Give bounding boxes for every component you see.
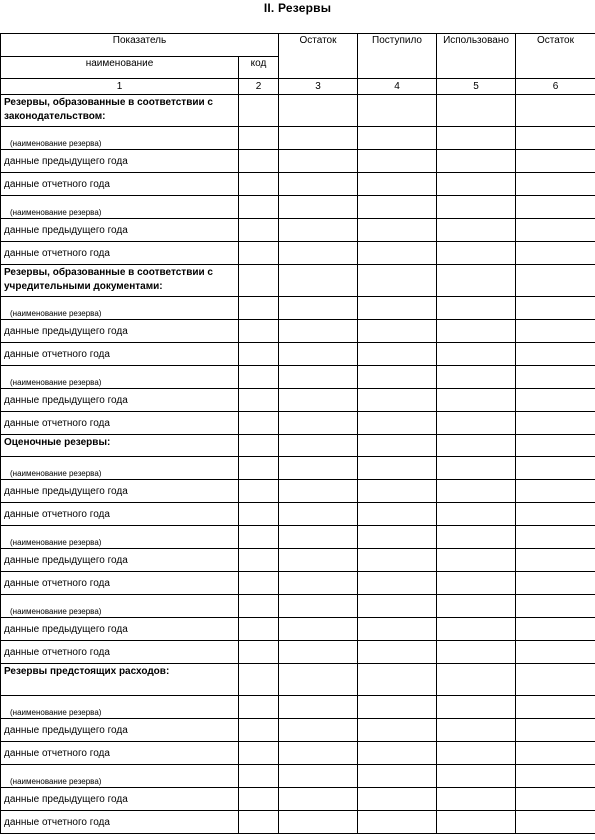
value-cell[interactable] bbox=[239, 412, 279, 435]
table-row bbox=[1, 742, 595, 765]
value-cell[interactable] bbox=[437, 320, 516, 343]
value-cell[interactable] bbox=[358, 242, 437, 265]
value-cell[interactable] bbox=[437, 435, 516, 457]
value-cell[interactable] bbox=[358, 765, 437, 788]
value-cell[interactable] bbox=[279, 95, 358, 127]
table-row bbox=[1, 480, 595, 503]
row-label: данные отчетного года bbox=[1, 173, 239, 196]
table-row bbox=[1, 595, 595, 618]
table-row bbox=[1, 366, 595, 389]
row-label: данные отчетного года bbox=[1, 811, 239, 834]
value-cell[interactable] bbox=[516, 412, 595, 435]
value-cell[interactable] bbox=[516, 572, 595, 595]
value-cell[interactable] bbox=[358, 457, 437, 480]
col-number: 2 bbox=[239, 79, 279, 95]
value-cell[interactable] bbox=[516, 173, 595, 196]
value-cell[interactable] bbox=[437, 127, 516, 150]
value-cell[interactable] bbox=[279, 366, 358, 389]
table-row bbox=[1, 343, 595, 366]
value-cell[interactable] bbox=[279, 480, 358, 503]
table-row bbox=[1, 572, 595, 595]
reserve-name-placeholder: (наименование резерва) bbox=[1, 526, 239, 549]
value-cell[interactable] bbox=[279, 696, 358, 719]
table-row bbox=[1, 265, 595, 297]
value-cell[interactable] bbox=[516, 765, 595, 788]
value-cell[interactable] bbox=[279, 265, 358, 297]
col-number: 3 bbox=[279, 79, 358, 95]
value-cell[interactable] bbox=[437, 457, 516, 480]
value-cell[interactable] bbox=[437, 480, 516, 503]
value-cell[interactable] bbox=[358, 572, 437, 595]
reserve-name-placeholder: (наименование резерва) bbox=[1, 696, 239, 719]
value-cell[interactable] bbox=[358, 595, 437, 618]
value-cell[interactable] bbox=[279, 242, 358, 265]
value-cell[interactable] bbox=[516, 297, 595, 320]
value-cell[interactable] bbox=[516, 618, 595, 641]
value-cell[interactable] bbox=[358, 618, 437, 641]
value-cell[interactable] bbox=[437, 503, 516, 526]
value-cell[interactable] bbox=[358, 641, 437, 664]
value-cell[interactable] bbox=[279, 664, 358, 696]
section-title: Оценочные резервы: bbox=[1, 435, 239, 457]
table-row bbox=[1, 549, 595, 572]
value-cell[interactable] bbox=[358, 219, 437, 242]
value-cell[interactable] bbox=[358, 526, 437, 549]
table-row bbox=[1, 811, 595, 834]
value-cell[interactable] bbox=[239, 150, 279, 173]
reserve-name-placeholder: (наименование резерва) bbox=[1, 127, 239, 150]
value-cell[interactable] bbox=[239, 664, 279, 696]
value-cell[interactable] bbox=[516, 219, 595, 242]
value-cell[interactable] bbox=[358, 150, 437, 173]
value-cell[interactable] bbox=[279, 297, 358, 320]
table-row bbox=[1, 719, 595, 742]
row-label: данные отчетного года bbox=[1, 412, 239, 435]
reserve-name-placeholder: (наименование резерва) bbox=[1, 366, 239, 389]
value-cell[interactable] bbox=[516, 526, 595, 549]
value-cell[interactable] bbox=[239, 366, 279, 389]
table-row bbox=[1, 618, 595, 641]
value-cell[interactable] bbox=[358, 788, 437, 811]
row-label: данные предыдущего года bbox=[1, 150, 239, 173]
col-number: 1 bbox=[1, 79, 239, 95]
value-cell[interactable] bbox=[239, 696, 279, 719]
header-code: код bbox=[239, 57, 279, 79]
value-cell[interactable] bbox=[239, 480, 279, 503]
row-label: данные отчетного года bbox=[1, 343, 239, 366]
value-cell[interactable] bbox=[279, 526, 358, 549]
value-cell[interactable] bbox=[437, 765, 516, 788]
table-row bbox=[1, 435, 595, 457]
value-cell[interactable] bbox=[437, 788, 516, 811]
value-cell[interactable] bbox=[239, 265, 279, 297]
row-label: данные отчетного года bbox=[1, 503, 239, 526]
table-row bbox=[1, 664, 595, 696]
value-cell[interactable] bbox=[239, 742, 279, 765]
value-cell[interactable] bbox=[239, 435, 279, 457]
value-cell[interactable] bbox=[516, 457, 595, 480]
value-cell[interactable] bbox=[279, 435, 358, 457]
value-cell[interactable] bbox=[516, 811, 595, 834]
value-cell[interactable] bbox=[279, 457, 358, 480]
value-cell[interactable] bbox=[239, 503, 279, 526]
value-cell[interactable] bbox=[516, 719, 595, 742]
table-row bbox=[1, 242, 595, 265]
col-number: 6 bbox=[516, 79, 595, 95]
value-cell[interactable] bbox=[279, 765, 358, 788]
value-cell[interactable] bbox=[239, 389, 279, 412]
value-cell[interactable] bbox=[516, 320, 595, 343]
value-cell[interactable] bbox=[516, 696, 595, 719]
value-cell[interactable] bbox=[437, 343, 516, 366]
header-col5: Использовано bbox=[437, 34, 516, 79]
value-cell[interactable] bbox=[358, 343, 437, 366]
value-cell[interactable] bbox=[239, 811, 279, 834]
col-number: 4 bbox=[358, 79, 437, 95]
table-row bbox=[1, 297, 595, 320]
value-cell[interactable] bbox=[516, 742, 595, 765]
header-col4: Поступило bbox=[358, 34, 437, 79]
value-cell[interactable] bbox=[516, 150, 595, 173]
value-cell[interactable] bbox=[239, 572, 279, 595]
value-cell[interactable] bbox=[437, 265, 516, 297]
header-col3: Остаток bbox=[279, 34, 358, 79]
value-cell[interactable] bbox=[239, 457, 279, 480]
row-label: данные предыдущего года bbox=[1, 788, 239, 811]
value-cell[interactable] bbox=[437, 719, 516, 742]
value-cell[interactable] bbox=[279, 150, 358, 173]
value-cell[interactable] bbox=[516, 435, 595, 457]
table-row bbox=[1, 127, 595, 150]
value-cell[interactable] bbox=[239, 719, 279, 742]
value-cell[interactable] bbox=[239, 788, 279, 811]
row-label: данные предыдущего года bbox=[1, 618, 239, 641]
value-cell[interactable] bbox=[279, 572, 358, 595]
value-cell[interactable] bbox=[437, 618, 516, 641]
value-cell[interactable] bbox=[279, 618, 358, 641]
reserve-name-placeholder: (наименование резерва) bbox=[1, 297, 239, 320]
value-cell[interactable] bbox=[437, 412, 516, 435]
value-cell[interactable] bbox=[358, 696, 437, 719]
value-cell[interactable] bbox=[239, 618, 279, 641]
value-cell[interactable] bbox=[239, 765, 279, 788]
value-cell[interactable] bbox=[279, 742, 358, 765]
value-cell[interactable] bbox=[239, 173, 279, 196]
table-row bbox=[1, 196, 595, 219]
value-cell[interactable] bbox=[437, 641, 516, 664]
table-row bbox=[1, 389, 595, 412]
value-cell[interactable] bbox=[279, 811, 358, 834]
row-label: данные предыдущего года bbox=[1, 389, 239, 412]
value-cell[interactable] bbox=[437, 742, 516, 765]
table-row bbox=[1, 95, 595, 127]
value-cell[interactable] bbox=[279, 788, 358, 811]
value-cell[interactable] bbox=[437, 219, 516, 242]
value-cell[interactable] bbox=[279, 196, 358, 219]
table-row bbox=[1, 526, 595, 549]
value-cell[interactable] bbox=[358, 664, 437, 696]
reserve-name-placeholder: (наименование резерва) bbox=[1, 196, 239, 219]
value-cell[interactable] bbox=[279, 595, 358, 618]
value-cell[interactable] bbox=[437, 549, 516, 572]
row-label: данные отчетного года bbox=[1, 742, 239, 765]
value-cell[interactable] bbox=[437, 572, 516, 595]
value-cell[interactable] bbox=[279, 641, 358, 664]
row-label: данные предыдущего года bbox=[1, 480, 239, 503]
section-title: Резервы предстоящих расходов: bbox=[1, 664, 239, 696]
value-cell[interactable] bbox=[239, 641, 279, 664]
value-cell[interactable] bbox=[358, 320, 437, 343]
table-row bbox=[1, 641, 595, 664]
table-row bbox=[1, 320, 595, 343]
value-cell[interactable] bbox=[279, 412, 358, 435]
value-cell[interactable] bbox=[516, 127, 595, 150]
value-cell[interactable] bbox=[437, 95, 516, 127]
value-cell[interactable] bbox=[437, 173, 516, 196]
value-cell[interactable] bbox=[358, 435, 437, 457]
value-cell[interactable] bbox=[358, 95, 437, 127]
value-cell[interactable] bbox=[516, 366, 595, 389]
value-cell[interactable] bbox=[516, 480, 595, 503]
value-cell[interactable] bbox=[279, 719, 358, 742]
value-cell[interactable] bbox=[437, 389, 516, 412]
table-row bbox=[1, 173, 595, 196]
value-cell[interactable] bbox=[239, 343, 279, 366]
value-cell[interactable] bbox=[358, 503, 437, 526]
value-cell[interactable] bbox=[358, 389, 437, 412]
value-cell[interactable] bbox=[516, 788, 595, 811]
value-cell[interactable] bbox=[516, 389, 595, 412]
table-row bbox=[1, 412, 595, 435]
value-cell[interactable] bbox=[437, 526, 516, 549]
row-label: данные предыдущего года bbox=[1, 219, 239, 242]
value-cell[interactable] bbox=[279, 219, 358, 242]
value-cell[interactable] bbox=[516, 595, 595, 618]
reserve-name-placeholder: (наименование резерва) bbox=[1, 595, 239, 618]
value-cell[interactable] bbox=[358, 412, 437, 435]
value-cell[interactable] bbox=[437, 595, 516, 618]
row-label: данные предыдущего года bbox=[1, 549, 239, 572]
table-row bbox=[1, 765, 595, 788]
row-label: данные отчетного года bbox=[1, 641, 239, 664]
value-cell[interactable] bbox=[516, 664, 595, 696]
reserve-name-placeholder: (наименование резерва) bbox=[1, 457, 239, 480]
table-row bbox=[1, 150, 595, 173]
value-cell[interactable] bbox=[358, 549, 437, 572]
row-label: данные предыдущего года bbox=[1, 719, 239, 742]
table-row bbox=[1, 788, 595, 811]
value-cell[interactable] bbox=[239, 595, 279, 618]
value-cell[interactable] bbox=[358, 127, 437, 150]
value-cell[interactable] bbox=[239, 196, 279, 219]
value-cell[interactable] bbox=[279, 389, 358, 412]
value-cell[interactable] bbox=[279, 173, 358, 196]
value-cell[interactable] bbox=[437, 811, 516, 834]
value-cell[interactable] bbox=[437, 664, 516, 696]
value-cell[interactable] bbox=[279, 549, 358, 572]
value-cell[interactable] bbox=[279, 503, 358, 526]
table-row bbox=[1, 696, 595, 719]
value-cell[interactable] bbox=[516, 95, 595, 127]
header-name: наименование bbox=[1, 57, 239, 79]
value-cell[interactable] bbox=[239, 526, 279, 549]
value-cell[interactable] bbox=[239, 320, 279, 343]
value-cell[interactable] bbox=[437, 297, 516, 320]
value-cell[interactable] bbox=[516, 242, 595, 265]
reserves-table bbox=[0, 33, 595, 834]
value-cell[interactable] bbox=[516, 196, 595, 219]
value-cell[interactable] bbox=[516, 265, 595, 297]
value-cell[interactable] bbox=[239, 549, 279, 572]
value-cell[interactable] bbox=[437, 366, 516, 389]
header-col6: Остаток bbox=[516, 34, 595, 79]
col-number: 5 bbox=[437, 79, 516, 95]
value-cell[interactable] bbox=[239, 95, 279, 127]
value-cell[interactable] bbox=[358, 742, 437, 765]
table-row bbox=[1, 219, 595, 242]
value-cell[interactable] bbox=[358, 480, 437, 503]
reserve-name-placeholder: (наименование резерва) bbox=[1, 765, 239, 788]
value-cell[interactable] bbox=[279, 127, 358, 150]
value-cell[interactable] bbox=[239, 219, 279, 242]
section-title: Резервы, образованные в соответствии с учредительными документами: bbox=[1, 265, 239, 297]
value-cell[interactable] bbox=[516, 343, 595, 366]
section-title: Резервы, образованные в соответствии с законодательством: bbox=[1, 95, 239, 127]
value-cell[interactable] bbox=[239, 242, 279, 265]
value-cell[interactable] bbox=[358, 811, 437, 834]
value-cell[interactable] bbox=[239, 297, 279, 320]
value-cell[interactable] bbox=[358, 173, 437, 196]
value-cell[interactable] bbox=[279, 343, 358, 366]
page-title: II. Резервы bbox=[263, 1, 332, 15]
header-indicator: Показатель bbox=[1, 34, 279, 57]
value-cell[interactable] bbox=[358, 297, 437, 320]
value-cell[interactable] bbox=[516, 641, 595, 664]
value-cell[interactable] bbox=[437, 696, 516, 719]
value-cell[interactable] bbox=[279, 320, 358, 343]
value-cell[interactable] bbox=[437, 150, 516, 173]
value-cell[interactable] bbox=[437, 242, 516, 265]
value-cell[interactable] bbox=[358, 196, 437, 219]
table-row bbox=[1, 503, 595, 526]
row-label: данные отчетного года bbox=[1, 242, 239, 265]
row-label: данные отчетного года bbox=[1, 572, 239, 595]
table-row bbox=[1, 457, 595, 480]
row-label: данные предыдущего года bbox=[1, 320, 239, 343]
value-cell[interactable] bbox=[358, 366, 437, 389]
value-cell[interactable] bbox=[358, 265, 437, 297]
value-cell[interactable] bbox=[358, 719, 437, 742]
value-cell[interactable] bbox=[239, 127, 279, 150]
value-cell[interactable] bbox=[516, 503, 595, 526]
value-cell[interactable] bbox=[516, 549, 595, 572]
value-cell[interactable] bbox=[437, 196, 516, 219]
